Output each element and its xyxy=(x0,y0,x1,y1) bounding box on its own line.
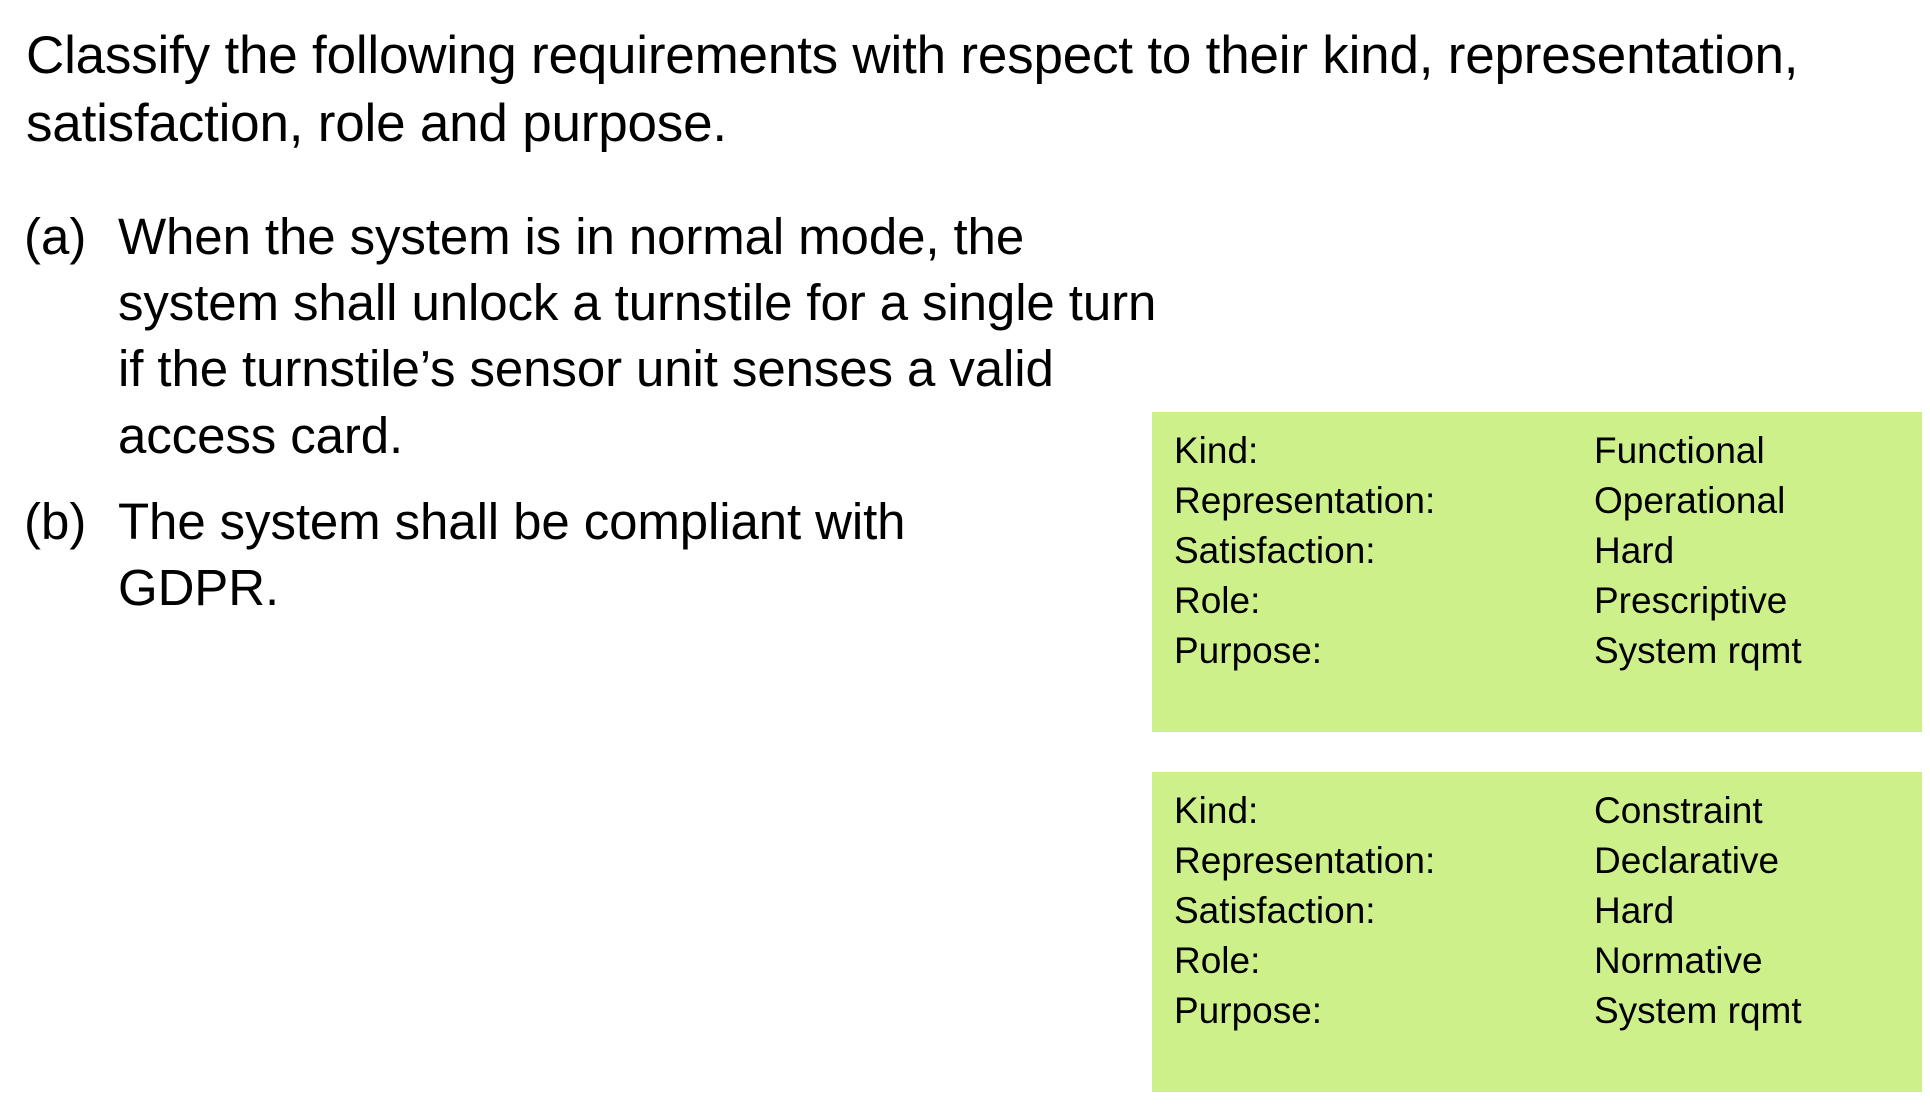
classification-label: Satisfaction: xyxy=(1174,529,1376,571)
classification-row-purpose xyxy=(1174,986,1900,1036)
list-item-marker: (a) xyxy=(24,207,87,265)
classification-label: Representation: xyxy=(1174,839,1436,881)
classification-row-satisfaction xyxy=(1174,886,1900,936)
classification-label: Role: xyxy=(1174,939,1261,981)
classification-label: Representation: xyxy=(1174,479,1436,521)
classification-label: Role: xyxy=(1174,579,1261,621)
classification-value: Declarative xyxy=(1594,839,1780,881)
classification-label: Kind: xyxy=(1174,430,1259,471)
classification-box-b xyxy=(1152,772,1922,1092)
classification-row-representation xyxy=(1174,836,1900,886)
classification-row-purpose xyxy=(1174,626,1900,676)
classification-row-role xyxy=(1174,576,1900,626)
classification-value: System rqmt xyxy=(1594,989,1802,1031)
classification-value: Functional xyxy=(1594,430,1765,471)
page-title: Classify the following requirements with respect to their kind, representation, satisfaction, role and purpose. xyxy=(26,26,1799,153)
list-item-text: When the system is in normal mode, the system shall unlock a turnstile for a single turn if the turnstile’s sensor unit senses a valid access card. xyxy=(118,207,1157,464)
classification-row-kind xyxy=(1174,786,1900,836)
list-item-text: The system shall be compliant with GDPR. xyxy=(118,492,906,617)
classification-value: System rqmt xyxy=(1594,629,1802,671)
classification-value: Hard xyxy=(1594,529,1675,571)
classification-value: Normative xyxy=(1594,939,1763,981)
classification-label: Purpose: xyxy=(1174,629,1323,671)
classification-value: Prescriptive xyxy=(1594,579,1788,621)
classification-label: Satisfaction: xyxy=(1174,889,1376,931)
classification-row-kind xyxy=(1174,426,1900,476)
classification-value: Operational xyxy=(1594,479,1786,521)
classification-row-satisfaction xyxy=(1174,526,1900,576)
classification-box-a xyxy=(1152,412,1922,732)
classification-row-representation xyxy=(1174,476,1900,526)
list-item-marker: (b) xyxy=(24,492,87,550)
classification-value: Hard xyxy=(1594,889,1675,931)
classification-label: Purpose: xyxy=(1174,989,1323,1031)
classification-label: Kind: xyxy=(1174,790,1259,831)
classification-row-role xyxy=(1174,936,1900,986)
classification-value: Constraint xyxy=(1594,790,1763,831)
